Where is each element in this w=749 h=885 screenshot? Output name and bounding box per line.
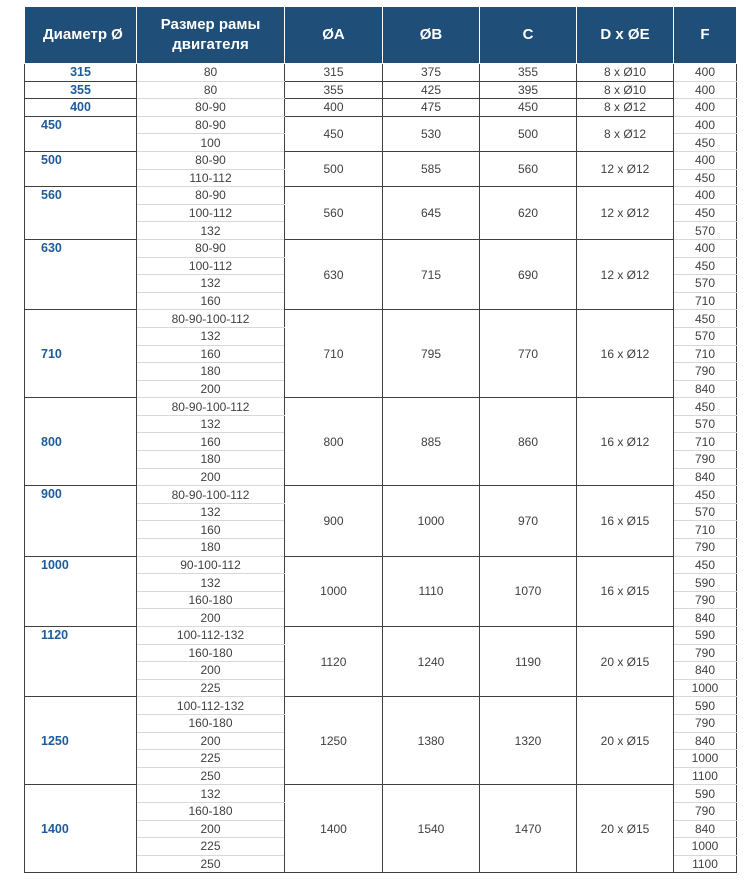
- f-cell: 400: [674, 64, 737, 82]
- table-container: [24, 6, 737, 873]
- frame-size-cell: 100-112-132: [137, 697, 285, 715]
- frame-size-cell: 80-90-100-112: [137, 486, 285, 504]
- diameter-cell: 900: [25, 486, 137, 556]
- de-cell: 20 x Ø15: [577, 785, 674, 873]
- header-row: [25, 7, 737, 64]
- c-cell: 770: [480, 310, 577, 398]
- f-cell: 840: [674, 820, 737, 838]
- table-row: [25, 556, 737, 574]
- c-cell: 1070: [480, 556, 577, 626]
- a-cell: 560: [285, 187, 383, 240]
- a-cell: 710: [285, 310, 383, 398]
- frame-size-cell: 160: [137, 345, 285, 363]
- f-cell: 590: [674, 574, 737, 592]
- f-cell: 570: [674, 222, 737, 240]
- de-cell: 8 x Ø10: [577, 64, 674, 82]
- frame-size-cell: 80-90-100-112: [137, 398, 285, 416]
- f-cell: 400: [674, 99, 737, 117]
- f-cell: 790: [674, 714, 737, 732]
- f-cell: 840: [674, 609, 737, 627]
- a-cell: 1400: [285, 785, 383, 873]
- c-cell: 620: [480, 187, 577, 240]
- frame-size-cell: 200: [137, 609, 285, 627]
- table-row: [25, 187, 737, 205]
- c-cell: 500: [480, 116, 577, 151]
- frame-size-cell: 160-180: [137, 644, 285, 662]
- frame-size-cell: 160: [137, 433, 285, 451]
- table-row: [25, 116, 737, 134]
- frame-size-cell: 132: [137, 327, 285, 345]
- table-row: [25, 151, 737, 169]
- b-cell: 1540: [383, 785, 480, 873]
- frame-size-cell: 180: [137, 539, 285, 557]
- diameter-cell: 630: [25, 239, 137, 309]
- f-cell: 450: [674, 556, 737, 574]
- table-body: [25, 64, 737, 873]
- b-cell: 795: [383, 310, 480, 398]
- f-cell: 710: [674, 433, 737, 451]
- dimensions-table: [24, 6, 737, 873]
- frame-size-cell: 80-90: [137, 116, 285, 134]
- f-cell: 1100: [674, 767, 737, 785]
- diameter-cell: 560: [25, 187, 137, 240]
- diameter-cell: 1000: [25, 556, 137, 626]
- diameter-cell: 500: [25, 151, 137, 186]
- frame-size-cell: 110-112: [137, 169, 285, 187]
- table-row: [25, 697, 737, 715]
- frame-size-cell: 100-112: [137, 204, 285, 222]
- f-cell: 840: [674, 380, 737, 398]
- f-cell: 450: [674, 486, 737, 504]
- table-row: [25, 99, 737, 117]
- frame-size-cell: 225: [137, 838, 285, 856]
- de-cell: 12 x Ø12: [577, 239, 674, 309]
- f-cell: 450: [674, 169, 737, 187]
- frame-size-cell: 100: [137, 134, 285, 152]
- c-cell: 395: [480, 81, 577, 99]
- header-c: C: [480, 7, 577, 64]
- f-cell: 590: [674, 627, 737, 645]
- f-cell: 790: [674, 591, 737, 609]
- frame-size-cell: 250: [137, 767, 285, 785]
- de-cell: 12 x Ø12: [577, 151, 674, 186]
- a-cell: 900: [285, 486, 383, 556]
- f-cell: 400: [674, 151, 737, 169]
- de-cell: 12 x Ø12: [577, 187, 674, 240]
- table-row: [25, 398, 737, 416]
- de-cell: 16 x Ø15: [577, 486, 674, 556]
- de-cell: 16 x Ø12: [577, 310, 674, 398]
- frame-size-cell: 100-112: [137, 257, 285, 275]
- frame-size-cell: 132: [137, 503, 285, 521]
- a-cell: 315: [285, 64, 383, 82]
- f-cell: 570: [674, 415, 737, 433]
- c-cell: 690: [480, 239, 577, 309]
- header-a: ØA: [285, 7, 383, 64]
- f-cell: 790: [674, 644, 737, 662]
- frame-size-cell: 80: [137, 64, 285, 82]
- f-cell: 1100: [674, 855, 737, 873]
- frame-size-cell: 132: [137, 415, 285, 433]
- frame-size-cell: 80-90: [137, 151, 285, 169]
- f-cell: 570: [674, 275, 737, 293]
- frame-size-cell: 160-180: [137, 591, 285, 609]
- f-cell: 450: [674, 257, 737, 275]
- table-row: [25, 239, 737, 257]
- b-cell: 585: [383, 151, 480, 186]
- f-cell: 790: [674, 451, 737, 469]
- frame-size-cell: 200: [137, 380, 285, 398]
- frame-size-cell: 100-112-132: [137, 627, 285, 645]
- frame-size-cell: 160: [137, 292, 285, 310]
- frame-size-cell: 80: [137, 81, 285, 99]
- f-cell: 450: [674, 310, 737, 328]
- header-b: ØB: [383, 7, 480, 64]
- de-cell: 16 x Ø15: [577, 556, 674, 626]
- f-cell: 840: [674, 662, 737, 680]
- frame-size-cell: 132: [137, 785, 285, 803]
- c-cell: 1470: [480, 785, 577, 873]
- de-cell: 20 x Ø15: [577, 627, 674, 697]
- a-cell: 1250: [285, 697, 383, 785]
- c-cell: 355: [480, 64, 577, 82]
- table-row: [25, 785, 737, 803]
- f-cell: 790: [674, 539, 737, 557]
- frame-size-cell: 160-180: [137, 802, 285, 820]
- header-diameter: Диаметр Ø: [25, 7, 137, 64]
- diameter-cell: 355: [25, 81, 137, 99]
- b-cell: 530: [383, 116, 480, 151]
- a-cell: 500: [285, 151, 383, 186]
- a-cell: 355: [285, 81, 383, 99]
- f-cell: 400: [674, 81, 737, 99]
- c-cell: 1190: [480, 627, 577, 697]
- f-cell: 710: [674, 345, 737, 363]
- a-cell: 1120: [285, 627, 383, 697]
- frame-size-cell: 200: [137, 662, 285, 680]
- c-cell: 450: [480, 99, 577, 117]
- frame-size-cell: 160: [137, 521, 285, 539]
- frame-size-cell: 80-90: [137, 187, 285, 205]
- f-cell: 400: [674, 239, 737, 257]
- f-cell: 1000: [674, 679, 737, 697]
- frame-size-cell: 250: [137, 855, 285, 873]
- f-cell: 450: [674, 204, 737, 222]
- b-cell: 885: [383, 398, 480, 486]
- b-cell: 425: [383, 81, 480, 99]
- b-cell: 375: [383, 64, 480, 82]
- de-cell: 16 x Ø12: [577, 398, 674, 486]
- diameter-cell: 1120: [25, 627, 137, 697]
- f-cell: 570: [674, 503, 737, 521]
- f-cell: 450: [674, 398, 737, 416]
- frame-size-cell: 225: [137, 750, 285, 768]
- frame-size-cell: 200: [137, 468, 285, 486]
- f-cell: 840: [674, 468, 737, 486]
- table-row: [25, 627, 737, 645]
- frame-size-cell: 180: [137, 451, 285, 469]
- f-cell: 400: [674, 116, 737, 134]
- frame-size-cell: 132: [137, 222, 285, 240]
- header-f: F: [674, 7, 737, 64]
- frame-size-cell: 80-90: [137, 239, 285, 257]
- b-cell: 475: [383, 99, 480, 117]
- c-cell: 1320: [480, 697, 577, 785]
- frame-size-cell: 90-100-112: [137, 556, 285, 574]
- b-cell: 645: [383, 187, 480, 240]
- de-cell: 8 x Ø12: [577, 99, 674, 117]
- table-row: [25, 64, 737, 82]
- diameter-cell: 1400: [25, 785, 137, 873]
- a-cell: 1000: [285, 556, 383, 626]
- header-de: D x ØE: [577, 7, 674, 64]
- b-cell: 715: [383, 239, 480, 309]
- b-cell: 1000: [383, 486, 480, 556]
- a-cell: 450: [285, 116, 383, 151]
- f-cell: 1000: [674, 838, 737, 856]
- f-cell: 570: [674, 327, 737, 345]
- f-cell: 840: [674, 732, 737, 750]
- table-row: [25, 486, 737, 504]
- diameter-cell: 400: [25, 99, 137, 117]
- diameter-cell: 710: [25, 310, 137, 398]
- diameter-cell: 800: [25, 398, 137, 486]
- table-row: [25, 310, 737, 328]
- de-cell: 8 x Ø12: [577, 116, 674, 151]
- table-row: [25, 81, 737, 99]
- frame-size-cell: 200: [137, 732, 285, 750]
- frame-size-cell: 180: [137, 363, 285, 381]
- f-cell: 790: [674, 802, 737, 820]
- frame-size-cell: 160-180: [137, 714, 285, 732]
- f-cell: 710: [674, 521, 737, 539]
- c-cell: 560: [480, 151, 577, 186]
- b-cell: 1110: [383, 556, 480, 626]
- frame-size-cell: 80-90-100-112: [137, 310, 285, 328]
- c-cell: 970: [480, 486, 577, 556]
- de-cell: 8 x Ø10: [577, 81, 674, 99]
- frame-size-cell: 132: [137, 275, 285, 293]
- header-frame-size: Размер рамы двигателя: [137, 7, 285, 64]
- f-cell: 590: [674, 697, 737, 715]
- de-cell: 20 x Ø15: [577, 697, 674, 785]
- diameter-cell: 315: [25, 64, 137, 82]
- f-cell: 1000: [674, 750, 737, 768]
- frame-size-cell: 225: [137, 679, 285, 697]
- frame-size-cell: 80-90: [137, 99, 285, 117]
- diameter-cell: 450: [25, 116, 137, 151]
- diameter-cell: 1250: [25, 697, 137, 785]
- f-cell: 450: [674, 134, 737, 152]
- f-cell: 400: [674, 187, 737, 205]
- b-cell: 1240: [383, 627, 480, 697]
- a-cell: 400: [285, 99, 383, 117]
- f-cell: 790: [674, 363, 737, 381]
- a-cell: 630: [285, 239, 383, 309]
- f-cell: 710: [674, 292, 737, 310]
- frame-size-cell: 132: [137, 574, 285, 592]
- f-cell: 590: [674, 785, 737, 803]
- c-cell: 860: [480, 398, 577, 486]
- frame-size-cell: 200: [137, 820, 285, 838]
- a-cell: 800: [285, 398, 383, 486]
- b-cell: 1380: [383, 697, 480, 785]
